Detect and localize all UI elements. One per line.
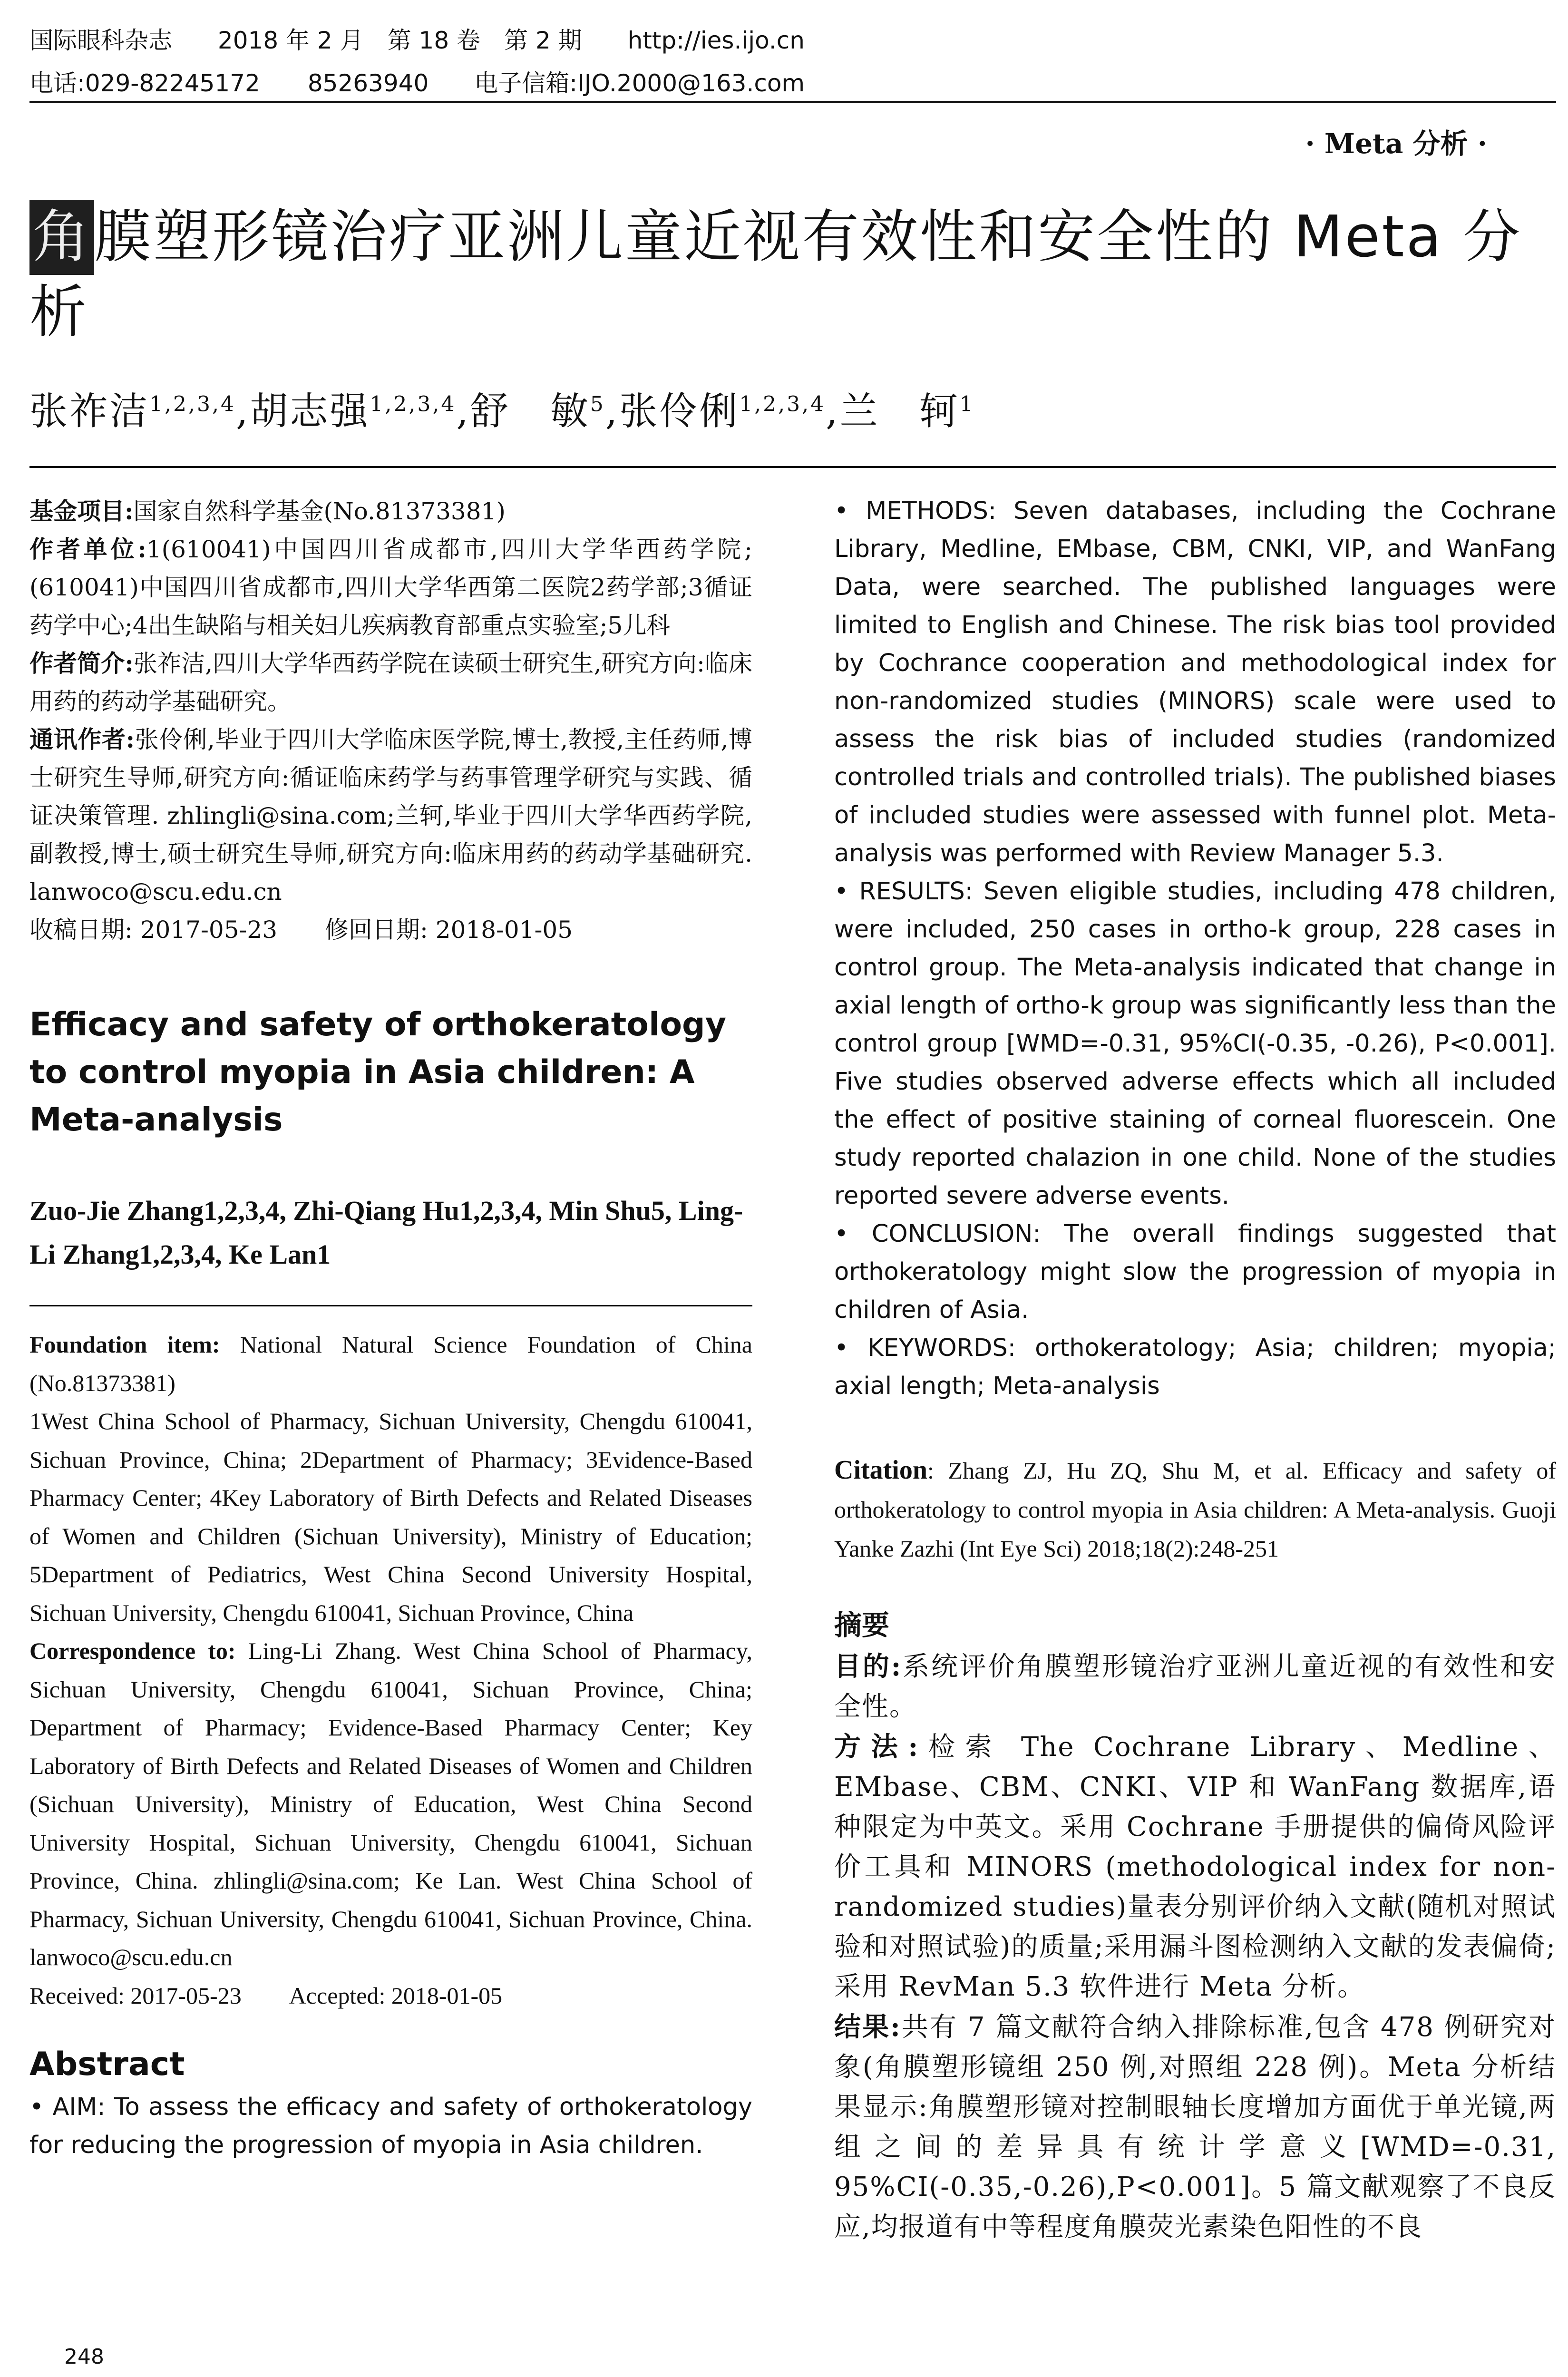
results-text: • RESULTS: Seven eligible studies, including 478 children, were included, 250 cases in ortho-k group, 228 cases in control group. The Meta-analysis indicated that change in axial length of ortho-k group was significantly less than the control group [WMD=-0.31, 95%CI(-0.35, -0.26), P<0.001]. Five studies observed adverse effects which all included the effect of positive staining of corneal fluorescein. One study reported chalazion in one child. None of the studies reported severe adverse events. xyxy=(834,877,1556,1210)
english-title: Efficacy and safety of orthokeratology to control myopia in Asia children: A Meta-analysis xyxy=(29,1006,727,1139)
corr-label: 通讯作者: xyxy=(29,725,135,753)
zhaiyao-heading: 摘要 xyxy=(834,1609,890,1641)
keywords-text: • KEYWORDS: orthokeratology; Asia; children; myopia; axial length; Meta-analysis xyxy=(834,1334,1556,1400)
corr-cn xyxy=(29,721,752,911)
title-first-char: 角 xyxy=(29,200,94,275)
unit-cn xyxy=(29,530,752,644)
corr-en-label: Correspondence to: xyxy=(29,1637,236,1664)
citation-text: : Zhang ZJ, Hu ZQ, Shu M, et al. Efficacy and safety of orthokeratology to control myopia in Asia children: A Meta-analysis. Guoji Yanke Zazhi (Int Eye Sci) 2018;18(2):248-251 xyxy=(834,1457,1556,1562)
author-name: 兰 轲 xyxy=(839,389,960,433)
author-affil-sup: 1,2,3,4 xyxy=(739,392,826,417)
corr-en-text: Ling-Li Zhang. West China School of Pharmacy, Sichuan University, Chengdu 610041, Sichuan Province, China; Department of Pharmacy; Evidence-Based Pharmacy Center; Key Laboratory of Birth Defects and Related Diseases of Women and Children (Sichuan University), Ministry of Education, West China Second University Hospital, Sichuan University, Chengdu 610041, Sichuan Province, China. zhlingli@sina.com; Ke Lan. West China School of Pharmacy, Sichuan University, Chengdu 610041, Sichuan Province, China. lanwoco@scu.edu.cn xyxy=(29,1637,753,1970)
corr-en xyxy=(29,1632,752,1977)
fund-en-text: National Natural Science Foundation of China (No.81373381) xyxy=(29,1331,752,1396)
author-affil-sup: 1,2,3,4 xyxy=(370,392,457,417)
zh-aim-label: 目的: xyxy=(834,1651,902,1682)
fund-en xyxy=(29,1325,752,1402)
methods-text: • METHODS: Seven databases, including the Cochrane Library, Medline, EMbase, CBM, CNKI, VIP, and WanFang Data, were searched. The published languages were limited to English and Chinese. The risk bias tool provided by Cochrance cooperation and methodological index for non-randomized studies (MINORS) scale were used to assess the risk bias of included studies (randomized controlled trials and controlled trials). The published biases of included studies were assessed with funnel plot. Meta-analysis was performed with Review Manager 5.3. xyxy=(834,497,1556,867)
left-column xyxy=(29,492,752,2164)
journal-phone: 电话:029-82245172 85263940 xyxy=(29,69,429,97)
right-column xyxy=(834,492,1556,2247)
bio-cn xyxy=(29,644,752,721)
author-name: 胡志强 xyxy=(250,389,370,433)
zh-methods-text: 检索 The Cochrane Library、Medline、EMbase、CBM、CNKI、VIP 和 WanFang 数据库,语种限定为中英文。采用 Cochrane 手册提供的偏倚风险评价工具和 MINORS (methodological index for non-randomized studies)量表分别评价纳入文献(随机对照试验和对照试验)的质量;采用漏斗图检测纳入文献的发表偏倚;采用 RevMan 5.3 软件进行 Meta 分析。 xyxy=(834,1732,1556,2002)
zh-aim-text: 系统评价角膜塑形镜治疗亚洲儿童近视的有效性和安全性。 xyxy=(834,1651,1557,1722)
author-affil-sup: 1 xyxy=(959,392,975,417)
zhaiyao-body xyxy=(834,1646,1556,2247)
author-name: 张伶俐 xyxy=(619,389,740,433)
authors-divider xyxy=(29,1305,752,1306)
author-affil-sup: 1,2,3,4 xyxy=(149,392,236,417)
conclusion-text: • CONCLUSION: The overall findings suggested that orthokeratology might slow the progression of myopia in children of Asia. xyxy=(834,1220,1556,1324)
bio-text: 张祚洁,四川大学华西药学院在读硕士研究生,研究方向:临床用药的药动学基础研究。 xyxy=(29,650,752,715)
aim-text: • AIM: To assess the efficacy and safety of orthokeratology for reducing the progression of myopia in Asia children. xyxy=(29,2093,752,2159)
fund-text: 国家自然科学基金(No.81373381) xyxy=(133,497,506,525)
zh-results-text: 共有 7 篇文献符合纳入排除标准,包含 478 例研究对象(角膜塑形镜组 250 例,对照组 228 例)。Meta 分析结果显示:角膜塑形镜对控制眼轴长度增加方面优于单光镜,两组之间的差异具有统计学意义[WMD=-0.31, 95%CI(-0.35,-0.26),P<0.001]。5 篇文献观察了不良反应,均报道有中等程度角膜荧光素染色阳性的不良 xyxy=(834,2012,1556,2242)
received-cn: 收稿日期: 2017-05-23 修回日期: 2018-01-05 xyxy=(29,916,573,944)
unit-label: 作者单位: xyxy=(29,535,146,563)
author-name: 舒 敏 xyxy=(470,389,590,433)
zh-methods-label: 方法: xyxy=(834,1731,919,1763)
author-name: 张祚洁 xyxy=(29,389,149,433)
header-divider xyxy=(29,101,1556,103)
zh-methods xyxy=(834,1727,1556,2007)
title-divider xyxy=(29,466,1556,468)
fund-en-label: Foundation item: xyxy=(29,1331,220,1358)
citation-label: Citation xyxy=(834,1455,927,1485)
received-en: Received: 2017-05-23 Accepted: 2018-01-05 xyxy=(29,1982,503,2009)
english-authors: Zuo-Jie Zhang1,2,3,4, Zhi-Qiang Hu1,2,3,4, Min Shu5, Ling-Li Zhang1,2,3,4, Ke Lan1 xyxy=(29,1195,743,1270)
header-line-2 xyxy=(29,62,1556,105)
abstract-aim xyxy=(29,2088,752,2164)
title-text: 膜塑形镜治疗亚洲儿童近视有效性和安全性的 Meta 分析 xyxy=(29,204,1522,345)
citation xyxy=(834,1451,1556,1568)
issue-info: 2018 年 2 月 第 18 卷 第 2 期 xyxy=(217,27,582,54)
journal-email[interactable]: 电子信箱:IJO.2000@163.com xyxy=(474,69,805,97)
zh-aim xyxy=(834,1646,1556,1727)
journal-url[interactable]: http://ies.ijo.cn xyxy=(627,27,805,54)
author-affil-sup: 5 xyxy=(590,392,605,417)
bio-label: 作者简介: xyxy=(29,649,134,677)
fund-cn xyxy=(29,492,752,530)
abstract-continued xyxy=(834,492,1556,1405)
header-line-1 xyxy=(29,19,1556,62)
abstract-heading: Abstract xyxy=(29,2046,185,2083)
en-front-matter xyxy=(29,1325,752,2015)
journal-header xyxy=(29,19,1556,105)
authors-chinese: 张祚洁$^{1,2,3,4}$,胡志强$^{1,2,3,4}$,舒 敏$^5$,张伶俐$^{1,2,3,4}$,兰 轲$^1$ xyxy=(29,389,975,433)
cn-front-matter xyxy=(29,492,752,949)
unit-text: 1(610041)中国四川省成都市,四川大学华西药学院;(610041)中国四川省成都市,四川大学华西第二医院2药学部;3循证药学中心;4出生缺陷与相关妇儿疾病教育部重点实验室;5儿科 xyxy=(29,536,752,639)
article-title xyxy=(29,200,1542,350)
page-number: 248 xyxy=(64,2345,104,2369)
corr-text: 张伶俐,毕业于四川大学临床医学院,博士,教授,主任药师,博士研究生导师,研究方向:循证临床药学与药事管理学研究与实践、循证决策管理. zhlingli@sina.com;兰轲,毕业于四川大学华西药学院,副教授,博士,硕士研究生导师,研究方向:临床用药的药动学基础研究. lanwoco@scu.edu.cn xyxy=(29,726,752,906)
zh-results-label: 结果: xyxy=(834,2011,901,2043)
journal-name: 国际眼科杂志 xyxy=(29,27,172,54)
section-tag: · Meta 分析 · xyxy=(1305,127,1487,160)
affil-en: 1West China School of Pharmacy, Sichuan University, Chengdu 610041, Sichuan Province, China; 2Department of Pharmacy; 3Evidence-Based Pharmacy Center; 4Key Laboratory of Birth Defects and Related Diseases of Women and Children (Sichuan University), Ministry of Education; 5Department of Pediatrics, West China Second University Hospital, Sichuan University, Chengdu 610041, Sichuan Province, China xyxy=(29,1408,752,1626)
fund-label: 基金项目: xyxy=(29,497,134,525)
zh-results xyxy=(834,2007,1556,2247)
